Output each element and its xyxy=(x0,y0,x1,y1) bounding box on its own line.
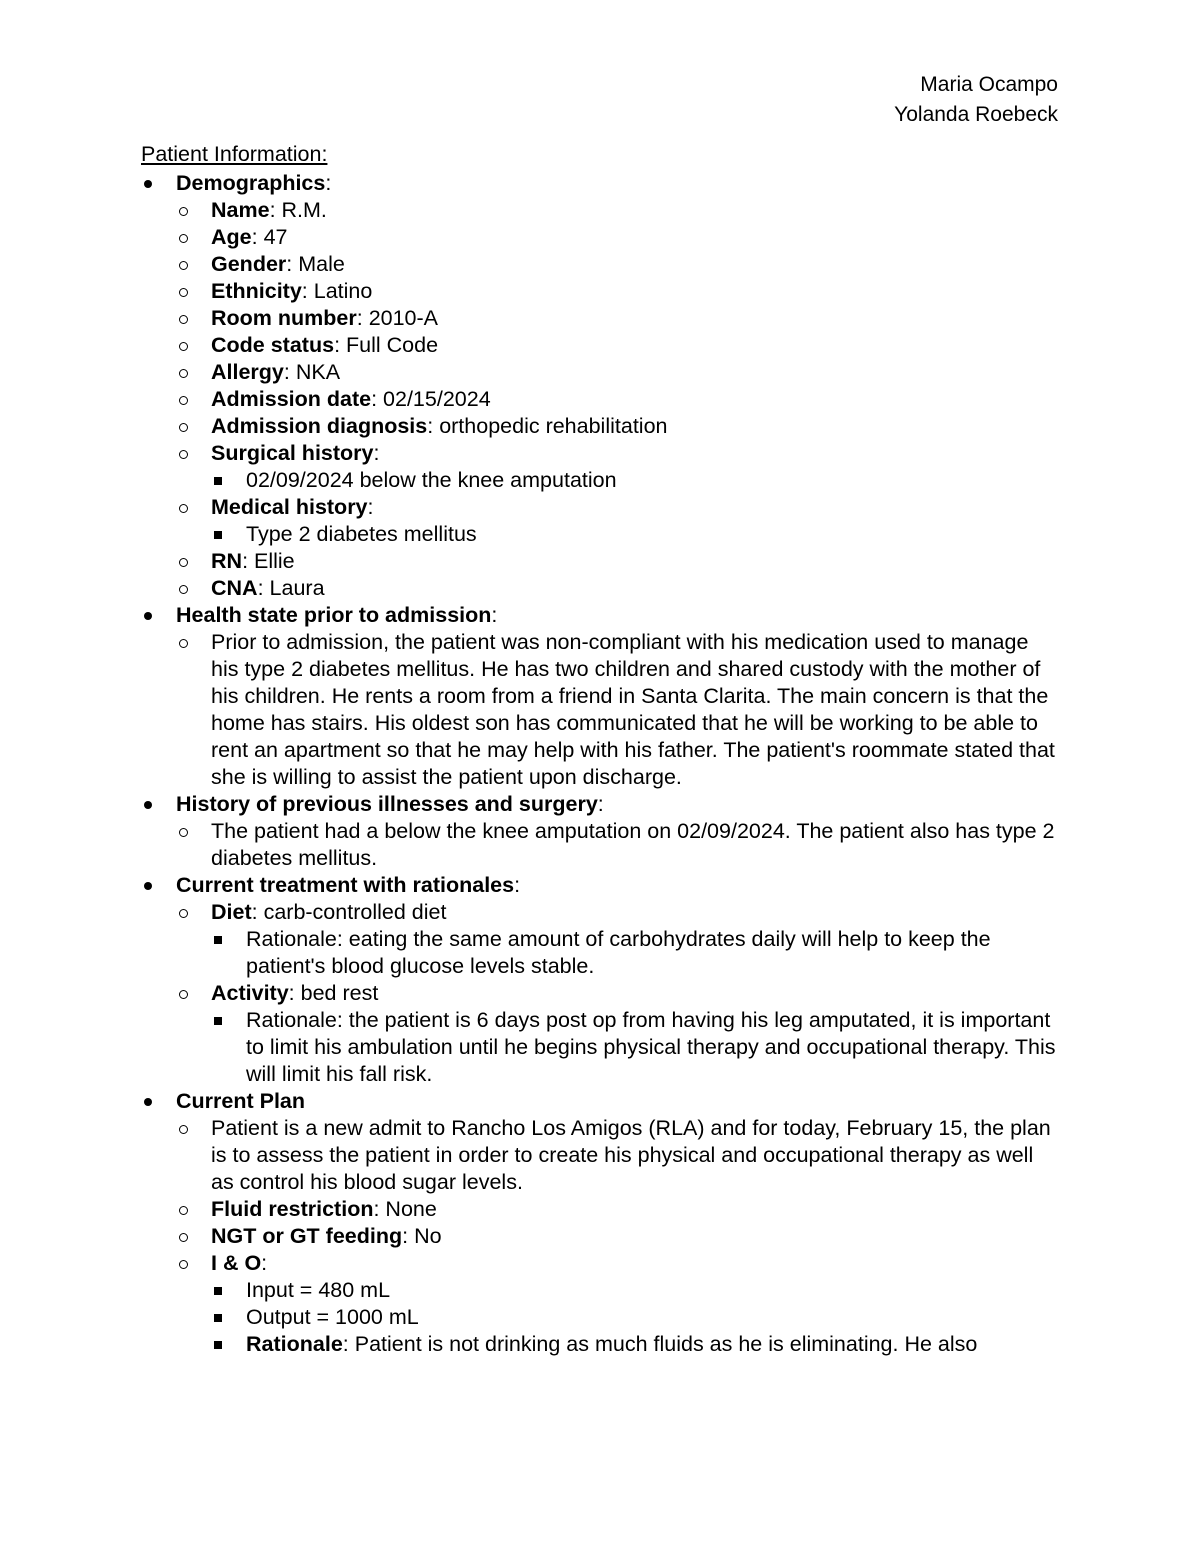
list-item: Fluid restriction: None xyxy=(211,1197,437,1221)
medical-history-list xyxy=(211,521,1061,548)
list-item-demographics: Demographics: Name: R.M. Age: 47 Gender: Male Ethnicity: Latino Room number: 2010-A Code status: Full Code Allergy: NKA Admission date: 02/15/2024 Admission diagnosis: orthopedic rehabilitation Surgical history: 02/09/2024 below the knee amputation Medical history: Type 2 diabetes mellitus RN: Ellie CNA: Laura xyxy=(141,170,1061,602)
field-label: Code status xyxy=(211,333,335,357)
io-output: Output = 1000 mL xyxy=(246,1305,419,1329)
list-item-history: History of previous illnesses and surgery: The patient had a below the knee amputation on 02/09/2024. The patient also has type 2 diabetes mellitus. xyxy=(141,791,1061,872)
field-label: Admission diagnosis xyxy=(211,414,428,438)
list-item xyxy=(211,1007,1061,1088)
list-item: CNA: Laura xyxy=(211,576,325,600)
list-item-health-state: Health state prior to admission: Prior to admission, the patient was non-compliant with his medication used to manage his type 2 diabetes mellitus. He has two children and shared custody with the mother of his children. He rents a room from a friend in Santa Clarita. The main concern is that the home has stairs. His oldest son has communicated that he will be working to be able to rent an apartment so that he may help with his father. The patient's roommate stated that she is willing to assist the patient upon discharge. xyxy=(141,602,1061,791)
field-label: Fluid restriction xyxy=(211,1197,374,1221)
field-value: orthopedic rehabilitation xyxy=(439,414,668,438)
treatment-list xyxy=(176,899,1061,1088)
item-label: Demographics xyxy=(176,171,326,195)
field-value: NKA xyxy=(295,360,341,384)
list-item xyxy=(176,1115,1061,1196)
field-value: 2010-A xyxy=(368,306,439,330)
demographics-list xyxy=(176,197,1061,602)
field-value: Full Code xyxy=(346,333,439,357)
history-list xyxy=(176,818,1061,872)
list-item xyxy=(211,926,1061,980)
field-label: CNA xyxy=(211,576,258,600)
list-item: Admission diagnosis: orthopedic rehabilitation xyxy=(211,414,668,438)
author-block xyxy=(894,70,1058,130)
list-item: Name: R.M. xyxy=(211,198,327,222)
list-item: Code status: Full Code xyxy=(211,333,439,357)
activity-rationale-list xyxy=(211,1007,1061,1088)
field-value: R.M. xyxy=(281,198,327,222)
paragraph-text: The patient had a below the knee amputation on 02/09/2024. The patient also has type 2 diabetes mellitus. xyxy=(211,819,1055,870)
field-value: carb-controlled diet xyxy=(263,900,447,924)
list-item-plan xyxy=(141,1088,1061,1358)
field-value: None xyxy=(385,1197,437,1221)
list-item xyxy=(211,467,1061,494)
list-item xyxy=(211,1277,1061,1304)
field-label: NGT or GT feeding xyxy=(211,1224,403,1248)
field-label: Gender xyxy=(211,252,287,276)
paragraph-text: Patient is a new admit to Rancho Los Amigos (RLA) and for today, February 15, the plan is to assess the patient in order to create his physical and occupational therapy as well as control his blood sugar levels. xyxy=(211,1116,1051,1194)
io-input: Input = 480 mL xyxy=(246,1278,391,1302)
field-label: Name xyxy=(211,198,270,222)
paragraph-text: Prior to admission, the patient was non-compliant with his medication used to manage his type 2 diabetes mellitus. He has two children and shared custody with the mother of his children. He rents a room from a friend in Santa Clarita. The main concern is that the home has stairs. His oldest son has communicated that he will be working to be able to rent an apartment so that he may help with his father. The patient's roommate stated that she is willing to assist the patient upon discharge. xyxy=(211,630,1055,789)
field-label: I & O xyxy=(211,1251,262,1275)
rationale-text: Rationale: eating the same amount of carbohydrates daily will help to keep the patient's blood glucose levels stable. xyxy=(246,927,991,978)
list-item: Age: 47 xyxy=(211,225,288,249)
field-value: No xyxy=(414,1224,442,1248)
field-label: Room number xyxy=(211,306,357,330)
field-value: 47 xyxy=(263,225,288,249)
list-item xyxy=(211,1304,1061,1331)
io-list xyxy=(211,1277,1061,1358)
list-item xyxy=(211,521,1061,548)
list-item-io: I & O: Input = 480 mL Output = 1000 mL Rationale: Patient is not drinking as much fluids as he is eliminating. He also xyxy=(176,1250,1061,1358)
list-item-activity: Activity: bed rest Rationale: the patient is 6 days post op from having his leg amputated, it is important to limit his ambulation until he begins physical therapy and occupational therapy. This will limit his fall risk. xyxy=(176,980,1061,1088)
item-label: Current Plan xyxy=(176,1089,306,1113)
field-label: Diet xyxy=(211,900,252,924)
list-item: Admission date: 02/15/2024 xyxy=(211,387,491,411)
list-item-diet: Diet: carb-controlled diet Rationale: eating the same amount of carbohydrates daily will help to keep the patient's blood glucose levels stable. xyxy=(176,899,1061,980)
list-item: RN: Ellie xyxy=(211,549,295,573)
list-item: NGT or GT feeding: No xyxy=(211,1224,442,1248)
item-label: Current treatment with rationales xyxy=(176,873,515,897)
health-state-list xyxy=(176,629,1061,791)
list-item xyxy=(176,629,1061,791)
list-item: Allergy: NKA xyxy=(211,360,341,384)
list-item-treatment: Current treatment with rationales: Diet: carb-controlled diet Rationale: eating the same amount of carbohydrates daily will help to keep the patient's blood glucose levels stable. Activity: bed rest Rationale: the patient is 6 days post op from having his leg amputated, it is important to limit his ambulation until he begins physical therapy and occupational therapy. This will limit his fall risk. xyxy=(141,872,1061,1088)
field-label: Activity xyxy=(211,981,289,1005)
author-name: Maria Ocampo xyxy=(920,73,1058,96)
field-label: Admission date xyxy=(211,387,372,411)
list-item: Ethnicity: Latino xyxy=(211,279,373,303)
field-label: Allergy xyxy=(211,360,284,384)
field-value: 02/15/2024 xyxy=(383,387,491,411)
rationale-text: Patient is not drinking as much fluids as he is eliminating. He also xyxy=(354,1332,978,1356)
top-level-list xyxy=(141,170,1061,1358)
field-value: Ellie xyxy=(254,549,295,573)
item-label: Health state prior to admission xyxy=(176,603,492,627)
field-label: Age xyxy=(211,225,252,249)
list-item xyxy=(176,818,1061,872)
rationale-text: Rationale: the patient is 6 days post op from having his leg amputated, it is important to limit his ambulation until he begins physical therapy and occupational therapy. This will limit his fall risk. xyxy=(246,1008,1056,1086)
item-label: History of previous illnesses and surgery xyxy=(176,792,598,816)
list-item: Room number: 2010-A xyxy=(211,306,439,330)
item-text: 02/09/2024 below the knee amputation xyxy=(246,468,617,492)
list-item: Gender: Male xyxy=(211,252,345,276)
section-heading: Patient Information: xyxy=(141,142,328,166)
author-name: Yolanda Roebeck xyxy=(894,103,1058,126)
field-value: Male xyxy=(298,252,345,276)
surgical-history-list xyxy=(211,467,1061,494)
field-label: Surgical history xyxy=(211,441,374,465)
plan-list xyxy=(176,1115,1061,1358)
field-label: Rationale xyxy=(246,1332,343,1356)
list-item-surgical-history: Surgical history: 02/09/2024 below the knee amputation xyxy=(176,440,1061,494)
field-label: Medical history xyxy=(211,495,368,519)
field-value: bed rest xyxy=(300,981,379,1005)
field-label: Ethnicity xyxy=(211,279,302,303)
field-label: RN xyxy=(211,549,243,573)
list-item-medical-history: Medical history: Type 2 diabetes mellitus xyxy=(176,494,1061,548)
document-body xyxy=(141,141,1061,1358)
item-text: Type 2 diabetes mellitus xyxy=(246,522,477,546)
field-value: Latino xyxy=(313,279,373,303)
field-value: Laura xyxy=(269,576,325,600)
list-item: Rationale: Patient is not drinking as much fluids as he is eliminating. He also xyxy=(246,1332,978,1356)
diet-rationale-list xyxy=(211,926,1061,980)
